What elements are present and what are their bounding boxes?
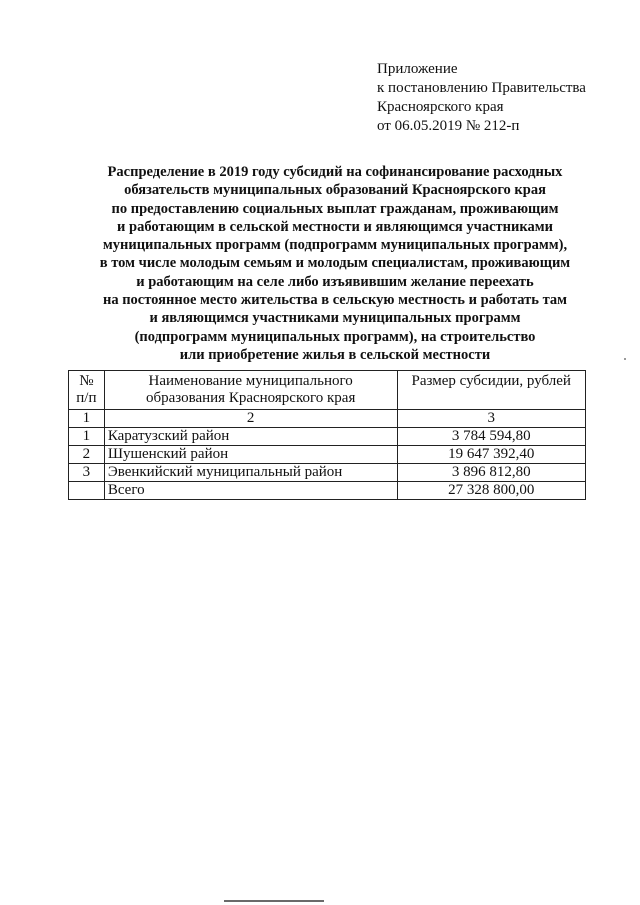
table-index-row <box>69 410 586 428</box>
total-sum: 27 328 800,00 <box>397 482 585 500</box>
total-label: Всего <box>104 482 397 500</box>
row-num: 1 <box>69 428 105 446</box>
title-line: муниципальных программ (подпрограмм муниципальных программ), <box>102 237 568 254</box>
title-line: или приобретение жилья в сельской местности <box>179 346 491 363</box>
header-sum: Размер субсидии, рублей <box>397 371 585 410</box>
table-row <box>69 464 586 482</box>
table-total-row <box>69 482 586 500</box>
title-line: в том числе молодым семьям и молодым специалистам, проживающим <box>99 255 571 272</box>
scan-speck <box>624 358 626 360</box>
row-sum: 3 896 812,80 <box>397 464 585 482</box>
index-sum: 3 <box>397 410 585 428</box>
table-header-row <box>69 371 586 410</box>
title-line: и работающим на селе либо изъявившим желание переехать <box>136 273 534 290</box>
row-name: Эвенкийский муниципальный район <box>104 464 397 482</box>
scan-edge-line <box>224 900 324 902</box>
row-sum: 19 647 392,40 <box>397 446 585 464</box>
appendix-note <box>377 60 617 136</box>
header-num: № п/п <box>69 371 105 410</box>
appendix-line: от 06.05.2019 № 212-п <box>377 118 520 134</box>
row-num: 2 <box>69 446 105 464</box>
title-line: по предоставлению социальных выплат гражданам, проживающим <box>111 200 559 217</box>
appendix-line: Приложение <box>377 61 458 77</box>
appendix-line: к постановлению Правительства <box>377 80 586 96</box>
row-num: 3 <box>69 464 105 482</box>
title-line: Распределение в 2019 году субсидий на софинансирование расходных <box>107 164 563 180</box>
title-line: и работающим в сельской местности и являющимся участниками <box>117 218 553 235</box>
header-name: Наименование муниципального образования Красноярского края <box>104 371 397 410</box>
table-row <box>69 446 586 464</box>
index-num: 1 <box>69 410 105 428</box>
appendix-line: Красноярского края <box>377 99 504 115</box>
title-line: на постоянное место жительства в сельскую местность и работать там <box>102 292 568 309</box>
row-sum: 3 784 594,80 <box>397 428 585 446</box>
total-num <box>69 482 105 500</box>
document-title <box>70 163 600 364</box>
table-row <box>69 428 586 446</box>
row-name: Каратузский район <box>104 428 397 446</box>
row-name: Шушенский район <box>104 446 397 464</box>
title-line: обязательств муниципальных образований Красноярского края <box>124 182 546 199</box>
index-name: 2 <box>104 410 397 428</box>
subsidy-table <box>68 370 586 500</box>
title-line: и являющимся участниками муниципальных программ <box>149 310 521 327</box>
title-line: (подпрограмм муниципальных программ), на строительство <box>134 328 536 345</box>
